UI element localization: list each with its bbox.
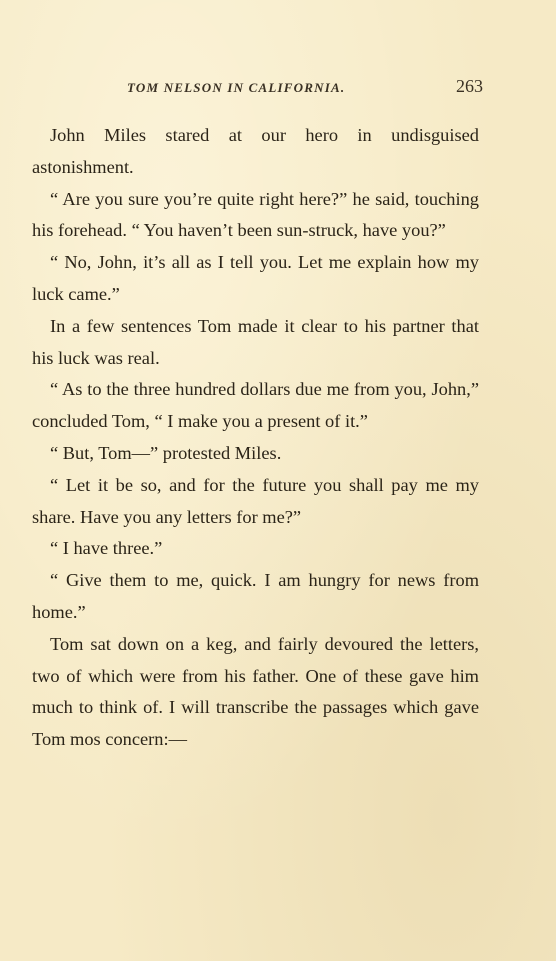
- paragraph: In a few sentences Tom made it clear to his partner that his luck was real.: [32, 315, 479, 368]
- running-title: TOM NELSON IN CALIFORNIA.: [127, 80, 346, 95]
- body-text: [32, 120, 479, 756]
- paragraph: “ I have three.”: [50, 538, 163, 559]
- paragraph: “ Give them to me, quick. I am hungry for news from home.”: [32, 570, 479, 622]
- paragraph: “ As to the three hundred dollars due me from you, John,” concluded Tom, “ I make you a present of it.”: [32, 379, 479, 432]
- paragraph: “ But, Tom—” protested Miles.: [50, 442, 282, 463]
- paragraph: Tom sat down on a keg, and fairly devoured the letters, two of which were from his father. One of these gave him much to think of. I will transcribe the passages which gave Tom mos concern:—: [32, 633, 479, 750]
- running-head: [32, 76, 482, 100]
- paragraph: “ Are you sure you’re quite right here?” he said, touching his forehead. “ You haven’t been sun-struck, have you?”: [32, 188, 479, 241]
- paragraph: John Miles stared at our hero in undisguised astonishment.: [32, 125, 479, 177]
- paragraph: “ No, John, it’s all as I tell you. Let me explain how my luck came.”: [32, 252, 479, 304]
- paragraph: “ Let it be so, and for the future you shall pay me my share. Have you any letters for me?”: [32, 474, 479, 527]
- page-number: 263: [456, 76, 483, 96]
